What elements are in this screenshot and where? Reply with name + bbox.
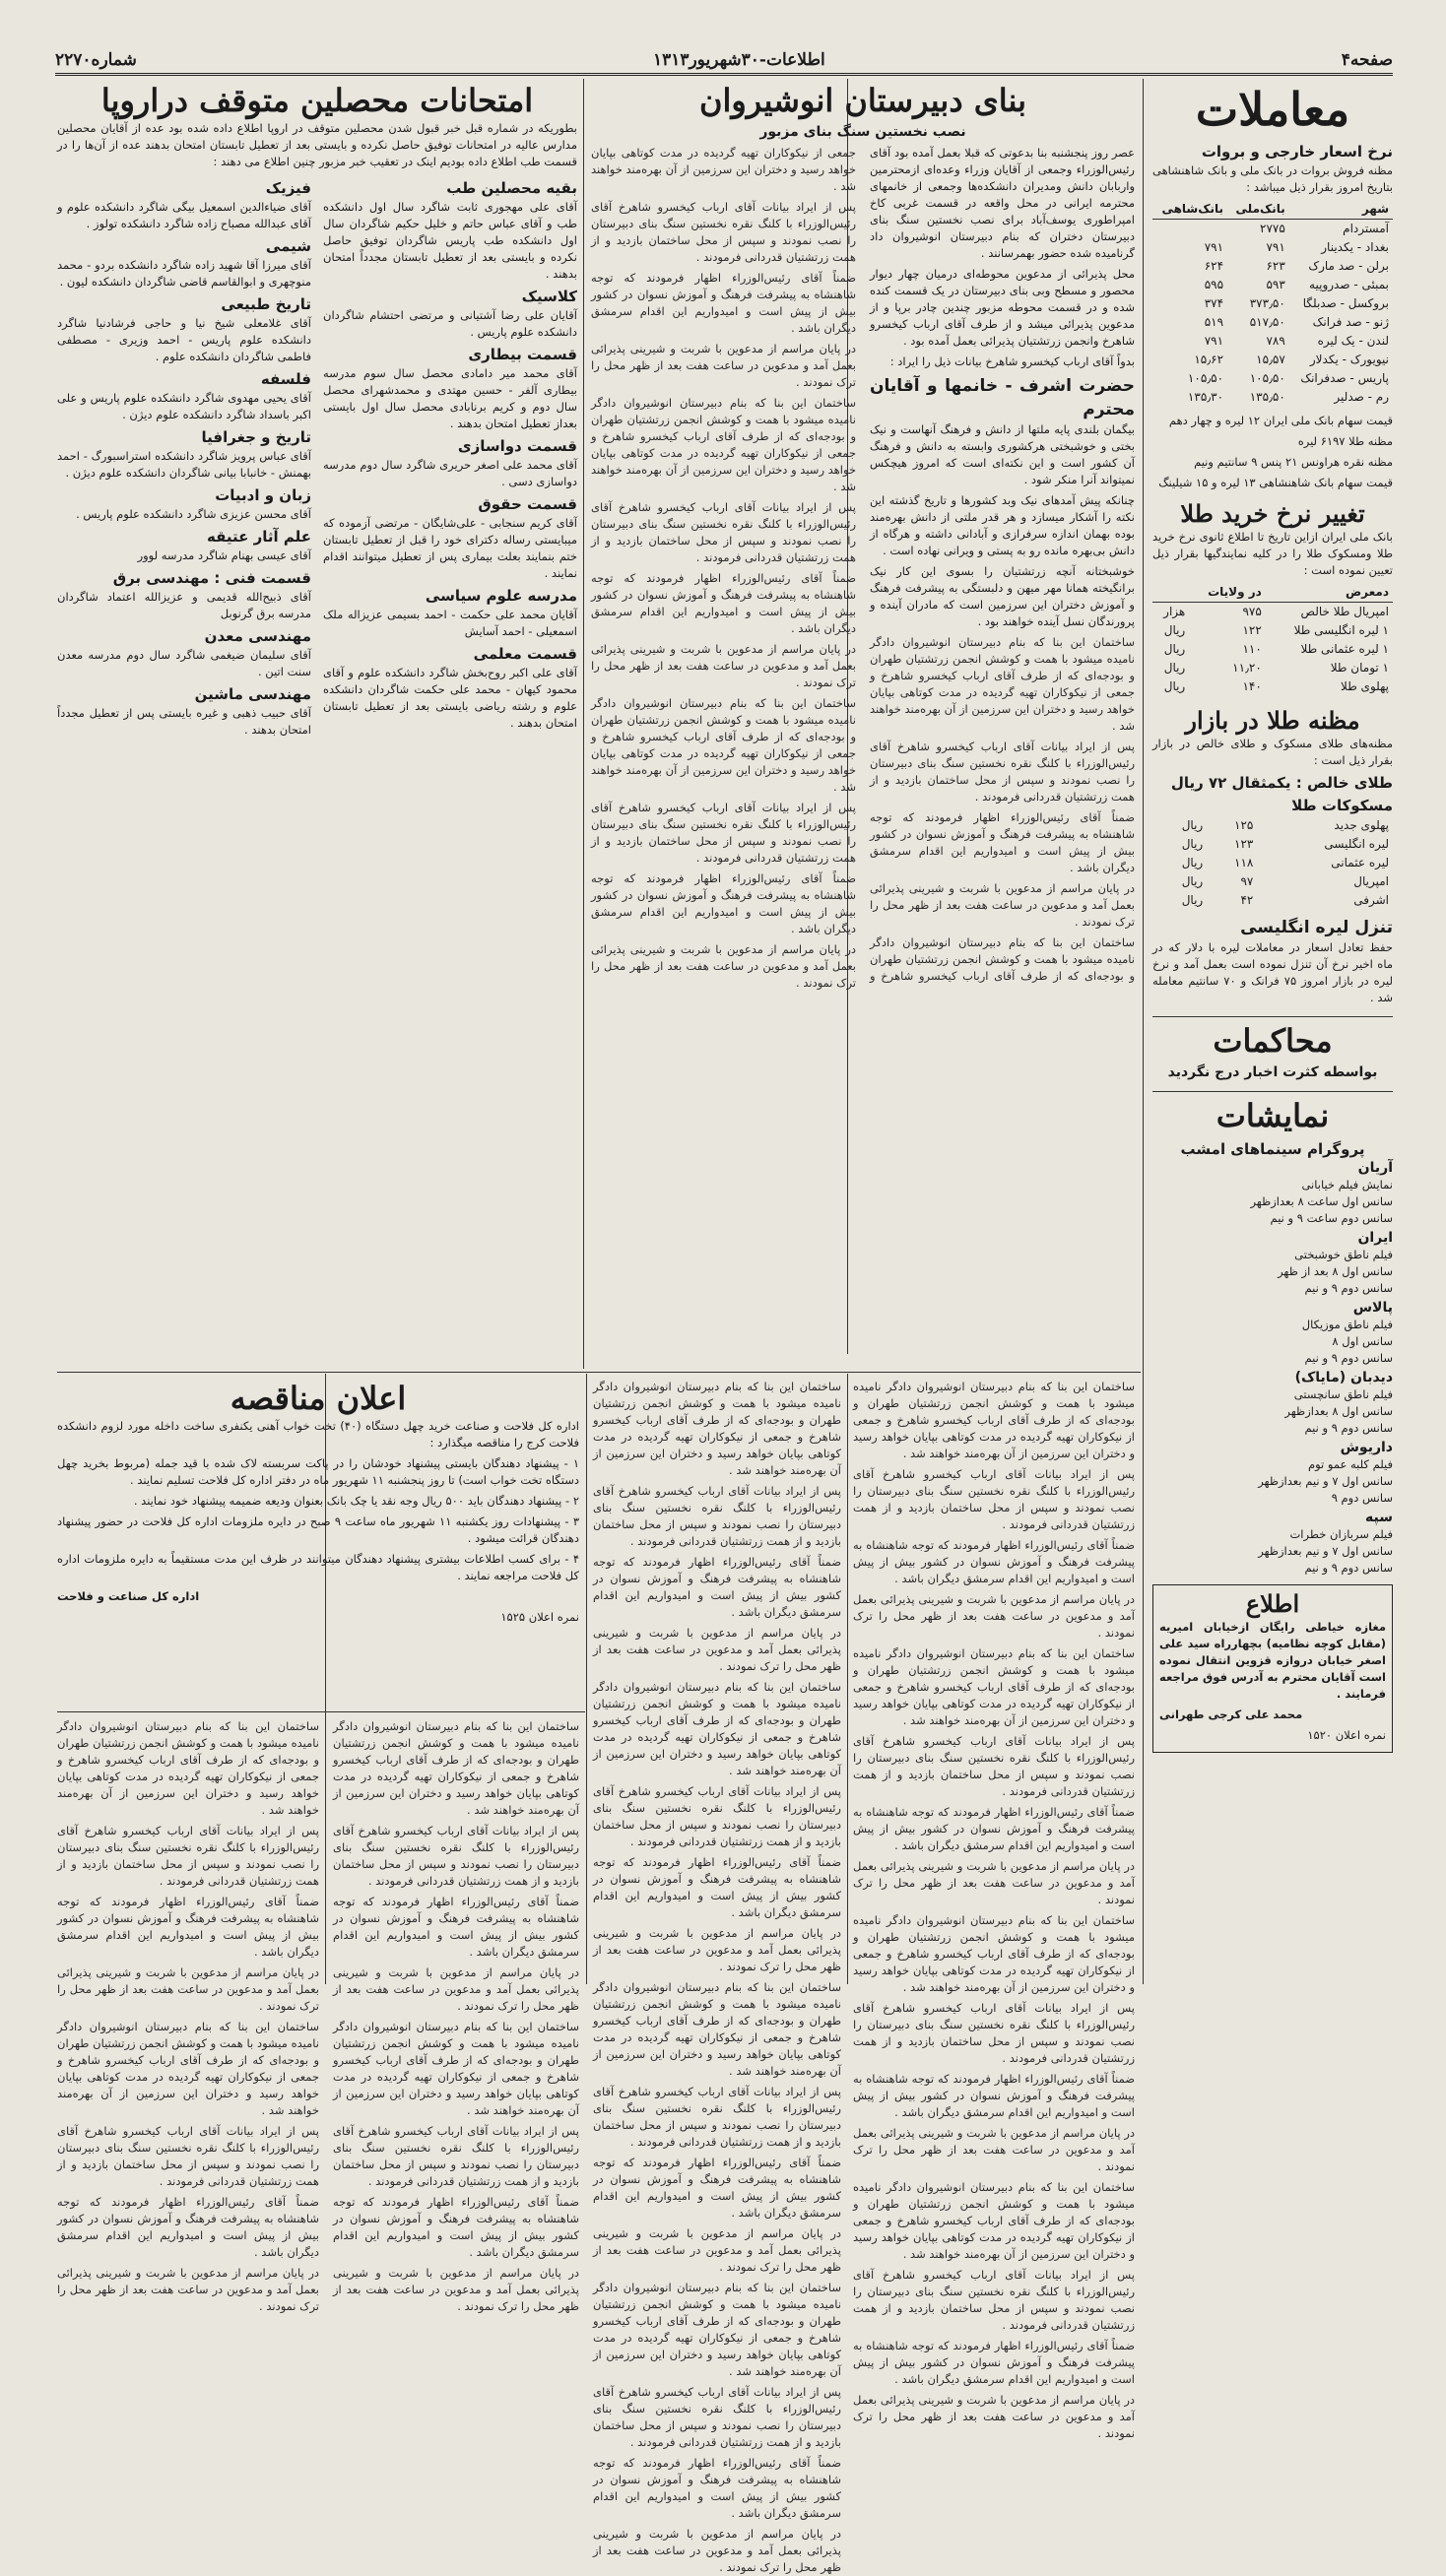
body-paragraph: ضمناً آقای رئیس‌الوزراء اظهار فرمودند که توجه شاهنشاه به پیشرفت فرهنگ و آموزش نسوان در کشور بیش از پیش است و امیدواریم این اقدام سرمشق دیگران باشد .: [57, 2195, 319, 2259]
bazaar-row: [1152, 854, 1393, 872]
body-paragraph: ساختمان این بنا که بنام دبیرستان انوشیروان دادگر نامیده میشود با همت و کوشش انجمن زرتشتیان طهران و بودجه‌ای که از طرف آقای ارباب کیخسرو شاهرخ و جمعی از نیکوکاران تهیه گردیده در مدت کوتاهی بپایان خواهد رسید و دختران این سرزمین از آن بهره‌مند خواهند شد .: [333, 1719, 579, 1817]
rate-cell: ۲۷۷۵: [1260, 222, 1285, 235]
bazaar-row: [1152, 872, 1393, 891]
monaqese-item: ۲ - پیشنهاد دهندگان باید ۵۰۰ ریال وجه نقد یا چک بانک بعنوان ودیعه ضمیمه پیشنهاد خود نمایند .: [133, 1494, 579, 1508]
body-paragraph: ساختمان این بنا که بنام دبیرستان انوشیروان دادگر نامیده میشود با همت و کوشش انجمن زرتشتیان طهران و بودجه‌ای که از طرف آقای ارباب کیخسرو شاهرخ و جمعی از نیکوکاران تهیه گردیده در مدت کوتاهی بپایان خواهد رسید و دختران این سرزمین از آن بهره‌مند خواهند شد .: [591, 146, 1135, 983]
gold-rate-table: [1152, 583, 1393, 696]
rate-row: [1152, 238, 1393, 257]
bazaar-cell: ۹۷: [1240, 874, 1254, 888]
body-paragraph: ساختمان این بنا که بنام دبیرستان انوشیروان دادگر نامیده میشود با همت و کوشش انجمن زرتشتیان طهران و بودجه‌ای که از طرف آقای ارباب کیخسرو شاهرخ و جمعی از نیکوکاران تهیه گردیده در مدت کوتاهی بپایان خواهد رسید و دختران این سرزمین از آن بهره‌مند خواهند شد .: [333, 2020, 579, 2117]
muamelat-column: [1152, 81, 1393, 1981]
body-paragraph: در پایان مراسم از مدعوین با شربت و شیرینی پذیرائی بعمل آمد و مدعوین در ساعت هفت بعد از ظهر محل را ترک نمودند .: [591, 942, 856, 990]
body-paragraph: در پایان مراسم از مدعوین با شربت و شیرینی پذیرائی بعمل آمد و مدعوین در ساعت هفت بعد از ظهر محل را ترک نمودند .: [870, 881, 1135, 929]
rate-cell: ۱۰۵٫۵۰: [1249, 371, 1285, 385]
body-paragraph: ضمناً آقای رئیس‌الوزراء اظهار فرمودند که توجه شاهنشاه به پیشرفت فرهنگ و آموزش نسوان در کشور بیش از پیش است و امیدواریم این اقدام سرمشق دیگران باشد .: [591, 271, 856, 335]
bottom-text-col-2: [593, 1379, 841, 2574]
muhakemat-title: محاکمات: [1213, 1022, 1333, 1060]
gold-row: [1152, 677, 1393, 696]
rate-cell: رم - صدلیر: [1334, 390, 1389, 404]
rate-row: [1152, 257, 1393, 276]
body-paragraph: در پایان مراسم از مدعوین با شربت و شیرینی پذیرائی بعمل آمد و مدعوین در ساعت هفت بعد از ظهر محل را ترک نمودند .: [333, 1965, 579, 2013]
exam-section-text: آقای محسن عزیزی شاگرد دانشکده علوم پاریس .: [76, 507, 311, 521]
body-paragraph: ساختمان این بنا که بنام دبیرستان انوشیروان دادگر نامیده میشود با همت و کوشش انجمن زرتشتیان طهران و بودجه‌ای که از طرف آقای ارباب کیخسرو شاهرخ و جمعی از نیکوکاران تهیه گردیده در مدت کوتاهی بپایان خواهد رسید و دختران این سرزمین از آن بهره‌مند خواهند شد .: [57, 2020, 319, 2117]
gold-cell: ۱۱٫۲۰: [1232, 661, 1262, 675]
body-paragraph: ضمناً آقای رئیس‌الوزراء اظهار فرمودند که توجه شاهنشاه به پیشرفت فرهنگ و آموزش نسوان در کشور بیش از پیش است و امیدواریم این اقدام سرمشق دیگران باشد .: [593, 2156, 841, 2220]
rate-cell: ۶۲۳: [1266, 259, 1285, 273]
exam-section-text: آقایان علی رضا آشتیانی و مرتضی احتشام شاگردان دانشکده علوم پاریس .: [323, 308, 577, 339]
cinema-film: فیلم سربازان خطرات: [1289, 1527, 1393, 1541]
rate-row: [1152, 276, 1393, 294]
gold-cell: ریال: [1163, 623, 1186, 637]
rate-cell: ۵۹۵: [1204, 278, 1224, 291]
exam-section-heading: قسمت حقوق: [478, 495, 577, 513]
cinema-name: داریوش: [1340, 1440, 1393, 1455]
body-paragraph: ساختمان این بنا که بنام دبیرستان انوشیروان دادگر نامیده میشود با همت و کوشش انجمن زرتشتیان طهران و بودجه‌ای که از طرف آقای ارباب کیخسرو شاهرخ و جمعی از نیکوکاران تهیه گردیده در مدت کوتاهی بپایان خواهد رسید و دختران این سرزمین از آن بهره‌مند خواهند شد .: [57, 1719, 319, 1817]
gold-cell: پهلوی طلا: [1341, 679, 1389, 693]
anushirvan-article: [591, 81, 1135, 1366]
exam-section-heading: تاریخ طبیعی: [221, 295, 311, 313]
exam-section-heading: قسمت دواسازی: [457, 437, 577, 455]
rate-row: [1152, 351, 1393, 369]
cinema-show-2: سانس دوم ۹ و نیم: [1304, 1281, 1393, 1295]
bazaar-cell: لیره عثمانی: [1331, 856, 1389, 869]
body-paragraph: پس از ایراد بیانات آقای ارباب کیخسرو شاهرخ آقای رئیس‌الوزراء با کلنگ نقره نخستین سنگ بنای دبیرستان را نصب نمودند و سپس از محل ساختمان بازدید و از همت زرتشتیان قدردانی فرمودند .: [591, 200, 856, 264]
bazaar-cell: ۱۱۸: [1234, 856, 1254, 869]
anushirvan-subtitle: نصب نخستین سنگ بنای مزبور: [759, 124, 966, 140]
rates-note-4: قیمت سهام بانک شاهنشاهی ۱۳ لیره و ۱۵ شیلینگ: [1158, 476, 1393, 489]
body-paragraph: پس از ایراد بیانات آقای ارباب کیخسرو شاهرخ آقای رئیس‌الوزراء با کلنگ نقره نخستین سنگ بنای دبیرستان را نصب نمودند و سپس از محل ساختمان بازدید و از همت زرتشتیان قدردانی فرمودند .: [593, 1484, 841, 1548]
gold-cell: ریال: [1163, 661, 1186, 675]
exam-section-heading: فلسفه: [260, 370, 311, 388]
emtehanat-article: [57, 81, 577, 1366]
body-paragraph: ضمناً آقای رئیس‌الوزراء اظهار فرمودند که توجه شاهنشاه به پیشرفت فرهنگ و آموزش نسوان در کشور بیش از پیش است و امیدواریم این اقدام سرمشق دیگران باشد .: [591, 871, 856, 935]
monaqese-title: اعلان مناقصه: [230, 1380, 407, 1417]
rates-heading: نرخ اسعار خارجی و بروات: [1201, 143, 1393, 161]
gold-cell: هزار: [1163, 605, 1186, 618]
rates-table: [1152, 200, 1393, 407]
cinema-program-heading: پروگرام سینماهای امشب: [1180, 1140, 1365, 1158]
issue-number: شماره۲۲۷۰: [55, 50, 137, 70]
exam-section-text: آقای محمد علی اصغر حریری شاگرد سال دوم مدرسه دواسازی دسی .: [323, 458, 577, 488]
rate-cell: لندن - یک لیره: [1317, 334, 1389, 348]
cinema-show-1: سانس اول ساعت ۸ بعدازظهر: [1250, 1194, 1393, 1208]
cinema-show-1: سانس اول ۸ بعد از ظهر: [1278, 1264, 1393, 1278]
rate-cell: ۱۵٫۵۷: [1256, 353, 1285, 366]
cinema-show-1: سانس اول ۸: [1332, 1334, 1393, 1348]
bottom-text-col-3: [333, 1718, 579, 2313]
anushirvan-body: [591, 145, 1135, 992]
exam-section-text: آقای غلامعلی شیخ نیا و حاجی فرشادنیا شاگرد دانشکده علوم پاریس - احمد وزیری - مصطفی فاطمی شاگردان دانشکده علوم .: [57, 316, 311, 363]
body-paragraph: پس از ایراد بیانات آقای ارباب کیخسرو شاهرخ آقای رئیس‌الوزراء با کلنگ نقره نخستین سنگ بنای دبیرستان را نصب نمودند و سپس از محل ساختمان بازدید و از همت زرتشتیان قدردانی فرمودند .: [593, 2385, 841, 2449]
cinema-film: فیلم ناطق سانچستی: [1293, 1387, 1393, 1401]
bazaar-intro: مظنه‌های طلای مسکوک و طلای خالص در بازار بقرار ذیل است :: [1152, 737, 1393, 767]
exam-section-heading: بقیه محصلین طب: [446, 179, 577, 197]
muamelat-title: معاملات: [1195, 83, 1350, 136]
rate-cell: بروکسل - صدبلگا: [1302, 296, 1389, 310]
rate-cell: ۵۹۳: [1266, 278, 1285, 291]
gold-cell: ۱ تومان طلا: [1330, 661, 1389, 675]
address-para: چنانکه پیش آمدهای نیک وبد کشورها و تاریخ گذشته این نکته را آشکار میسازد و هر قدر ملتی از دانش بهره‌مند بوده بهمان اندازه سرفرازی و آبادانی داشته و هرگاه از دانش بی‌بهره مانده رو به پستی و ویرانی نهاده است .: [870, 493, 1135, 557]
gold-row: [1152, 659, 1393, 677]
cinema-name: آریان: [1357, 1160, 1393, 1176]
rate-cell: ۱۵٫۶۲: [1194, 353, 1224, 366]
page-number: صفحه۴: [1341, 50, 1393, 70]
exam-section-heading: علم آثار عتیقه: [206, 528, 311, 546]
ettela-box: [1152, 1584, 1393, 1753]
cinema-entry: [1152, 1370, 1393, 1437]
anushirvan-para: محل پذیرائی از مدعوین محوطه‌ای درمیان چهار دیوار محصور و مسطح وبی بنای دبیرستان در یک قسمت کنده شده و در قسمت محوطه مزبور چندین چادر برپا و از مدعوین پذیرائی میشد و از طرف آقای ارباب کیخسرو شاهرخ وانجمن زرتشتیان پذیرائی بعمل آمده بود .: [870, 267, 1135, 348]
monaqese-item: ۳ - پیشنهادات روز یکشنبه ۱۱ شهریور ماه ساعت ۹ صبح در دایره ملزومات اداره کل فلاحت در حضور پیشنهاد دهندگان قرائت میشود .: [57, 1514, 579, 1545]
body-paragraph: ساختمان این بنا که بنام دبیرستان انوشیروان دادگر نامیده میشود با همت و کوشش انجمن زرتشتیان طهران و بودجه‌ای که از طرف آقای ارباب کیخسرو شاهرخ و جمعی از نیکوکاران تهیه گردیده در مدت کوتاهی بپایان خواهد رسید و دختران این سرزمین از آن بهره‌مند خواهند شد .: [593, 2281, 841, 2378]
rate-cell: نیویورک - یکدلار: [1309, 353, 1389, 366]
exam-section-heading: مهندسی معدن: [204, 627, 311, 645]
body-paragraph: در پایان مراسم از مدعوین با شربت و شیرینی پذیرائی بعمل آمد و مدعوین در ساعت هفت بعد از ظهر محل را ترک نمودند .: [593, 1626, 841, 1673]
bazaar-table: [1152, 816, 1393, 910]
body-paragraph: ساختمان این بنا که بنام دبیرستان انوشیروان دادگر نامیده میشود با همت و کوشش انجمن زرتشتیان طهران و بودجه‌ای که از طرف آقای ارباب کیخسرو شاهرخ و جمعی از نیکوکاران تهیه گردیده در مدت کوتاهی بپایان خواهد رسید و دختران این سرزمین از آن بهره‌مند خواهند شد .: [591, 696, 856, 794]
cinema-film: فیلم ناطق خوشبختی: [1294, 1248, 1393, 1261]
rate-row: [1152, 332, 1393, 351]
cinema-name: دیدبان (مایاک): [1294, 1370, 1393, 1385]
cinema-entry: [1152, 1230, 1393, 1297]
body-paragraph: ساختمان این بنا که بنام دبیرستان انوشیروان دادگر نامیده میشود با همت و کوشش انجمن زرتشتیان طهران و بودجه‌ای که از طرف آقای ارباب کیخسرو شاهرخ و جمعی از نیکوکاران تهیه گردیده در مدت کوتاهی بپایان خواهد رسید و دختران این سرزمین از آن بهره‌مند خواهند شد .: [591, 396, 856, 493]
exam-section-text: آقای علی اکبر روح‌بخش شاگرد دانشکده علوم و آقای محمود کیهان - محمد علی حکمت شاگردان دانشکده علوم و رشته ریاضی بایستی بعد از تعطیل تابستان امتحان بدهند .: [323, 666, 577, 730]
rate-cell: ۳۷۴: [1204, 296, 1224, 310]
body-paragraph: ضمناً آقای رئیس‌الوزراء اظهار فرمودند که توجه شاهنشاه به پیشرفت فرهنگ و آموزش نسوان در کشور بیش از پیش است و امیدواریم این اقدام سرمشق دیگران باشد .: [853, 2339, 1135, 2386]
rate-cell: ۷۹۱: [1204, 334, 1224, 348]
emtehanat-col-b: [57, 174, 311, 742]
cinema-show-1: سانس اول ۷ و نیم بعدازظهر: [1258, 1474, 1393, 1488]
exam-section-text: آقای محمد میر دامادی محصل سال سوم مدرسه بیطاری آلفر - حسین مهتدی و محمدشهرای محصل سال دوم و کریم برنابادی محصل سال اول بایستی بعداز تعطیل امتحان بدهند .: [323, 366, 577, 430]
body-paragraph: پس از ایراد بیانات آقای ارباب کیخسرو شاهرخ آقای رئیس‌الوزراء با کلنگ نقره نخستین سنگ بنای دبیرستان را نصب نمودند و سپس از محل ساختمان بازدید و از همت زرتشتیان قدردانی فرمودند .: [57, 1824, 319, 1888]
cinema-entry: [1152, 1300, 1393, 1367]
rate-row: [1152, 388, 1393, 407]
body-paragraph: پس از ایراد بیانات آقای ارباب کیخسرو شاهرخ آقای رئیس‌الوزراء با کلنگ نقره نخستین سنگ بنای دبیرستان را نصب نمودند و سپس از محل ساختمان بازدید و از همت زرتشتیان قدردانی فرمودند .: [57, 2124, 319, 2188]
exam-section-text: آقای حبیب ذهبی و غیره بایستی پس از تعطیل مجدداً امتحان بدهند .: [57, 706, 311, 737]
bazaar-cell: ریال: [1181, 874, 1204, 888]
ettela-text: مغازه خیاطی رایگان ازخیابان امیریه (مقابل کوچه نظامیه) بچهارراه سید علی اصغر خیابان دروازه قزوین انتقال نموده است آقایان محترم به آدرس فوق مراجعه فرمایند .: [1159, 1620, 1386, 1701]
monaqese-item: ۱ - پیشنهاد دهندگان بایستی پیشنهاد خودشان را در پاکت سربسته لاک شده با قید جمله (مربوط بخرید چهل دستگاه تخت خواب است) تا روز پنجشنبه ۱۱ شهریور ماه در دفتر اداره کل فلاحت تسلیم نمایند .: [57, 1456, 579, 1487]
rate-cell: آمستردام: [1343, 222, 1389, 235]
gold-cell: ریال: [1163, 679, 1186, 693]
rates-intro: مظنه فروش بروات در بانک ملی و بانک شاهنشاهی بتاریخ امروز بقرار ذیل میباشد :: [1152, 163, 1393, 194]
body-paragraph: پس از ایراد بیانات آقای ارباب کیخسرو شاهرخ آقای رئیس‌الوزراء با کلنگ نقره نخستین سنگ بنای دبیرستان را نصب نمودند و سپس از محل ساختمان بازدید و از همت زرتشتیان قدردانی فرمودند .: [591, 801, 856, 865]
exam-section-heading: شیمی: [265, 237, 311, 255]
bazaar-cell: ۱۲۳: [1234, 837, 1254, 851]
body-paragraph: ضمناً آقای رئیس‌الوزراء اظهار فرمودند که توجه شاهنشاه به پیشرفت فرهنگ و آموزش نسوان در کشور بیش از پیش است و امیدواریم این اقدام سرمشق دیگران باشد .: [591, 571, 856, 635]
gold-cell: ریال: [1163, 642, 1186, 656]
body-paragraph: پس از ایراد بیانات آقای ارباب کیخسرو شاهرخ آقای رئیس‌الوزراء با کلنگ نقره نخستین سنگ بنای دبیرستان را نصب نمودند و سپس از محل ساختمان بازدید و از همت زرتشتیان قدردانی فرمودند .: [853, 2268, 1135, 2332]
body-paragraph: ضمناً آقای رئیس‌الوزراء اظهار فرمودند که توجه شاهنشاه به پیشرفت فرهنگ و آموزش نسوان در کشور بیش از پیش است و امیدواریم این اقدام سرمشق دیگران باشد .: [870, 810, 1135, 874]
cinema-show-2: سانس دوم ساعت ۹ و نیم: [1270, 1211, 1393, 1225]
ettela-ad-number: نمره اعلان ۱۵۲۰: [1307, 1728, 1386, 1742]
rates-note-2: مظنه طلا ۶۱۹۷ لیره: [1297, 434, 1393, 448]
bottom-text-col-1: [853, 1379, 1135, 2440]
bazaar-gold-title: مظنه طلا در بازار: [1185, 706, 1360, 735]
body-paragraph: ضمناً آقای رئیس‌الوزراء اظهار فرمودند که توجه شاهنشاه به پیشرفت فرهنگ و آموزش نسوان در کشور بیش از پیش است و امیدواریم این اقدام سرمشق دیگران باشد .: [853, 1805, 1135, 1852]
cinema-name: سپه: [1365, 1510, 1393, 1525]
bazaar-khales: طلای خالص : یکمثقال ۷۲ ریال: [1170, 774, 1393, 792]
rate-cell: ۷۹۱: [1266, 240, 1285, 254]
rate-cell: ۷۹۱: [1204, 240, 1224, 254]
cinema-entry: [1152, 1510, 1393, 1577]
pound-title: تنزل لیره انگلیسی: [1240, 918, 1393, 937]
exam-section-text: آقای یحیی مهدوی شاگرد دانشکده علوم پاریس و علی اکبر باسداد شاگرد دانشکده علوم دیژن .: [57, 391, 311, 421]
body-paragraph: در پایان مراسم از مدعوین با شربت و شیرینی پذیرائی بعمل آمد و مدعوین در ساعت هفت بعد از ظهر محل را ترک نمودند .: [57, 2266, 319, 2313]
address-para: بیگمان بلندی پایه ملتها از دانش و فرهنگ آنهاست و نیک بختی و خوشبختی هرکشوری وابسته به دانش و فرهنگ آن کشور است و این نکته‌ای است که امروز هیچکس نمیتواند آنرا منکر شود .: [870, 422, 1135, 486]
cinema-film: نمایش فیلم خیابانی: [1301, 1178, 1393, 1191]
bazaar-cell: ۴۲: [1240, 893, 1254, 907]
muhakemat-note: بواسطه کثرت اخبار درج نگردید: [1167, 1064, 1378, 1080]
rate-cell: بغداد - یکدینار: [1321, 240, 1389, 254]
cinema-name: ایران: [1357, 1230, 1393, 1246]
rate-cell: ژنو - صد فرانک: [1312, 315, 1389, 329]
exam-section-heading: مهندسی ماشین: [194, 685, 311, 703]
gold-row: [1152, 640, 1393, 659]
body-paragraph: پس از ایراد بیانات آقای ارباب کیخسرو شاهرخ آقای رئیس‌الوزراء با کلنگ نقره نخستین سنگ بنای دبیرستان را نصب نمودند و سپس از محل ساختمان بازدید و از همت زرتشتیان قدردانی فرمودند .: [853, 2001, 1135, 2065]
rate-cell: برلن - صد مارک: [1308, 259, 1389, 273]
gold-row: [1152, 603, 1393, 622]
anushirvan-para: عصر روز پنجشنبه بنا بدعوتی که قبلا بعمل آمده بود آقای رئیس‌الوزراء وجمعی از آقایان وزراء وعده‌ای ازمحترمین واربابان دانش ومدیران دانشکده‌ها وجمعی از خانمهای محترمه ایرانی در محل واقعه در قسمت غربی کاخ امپراطوری یوسف‌آباد برای نصب نخستین سنگ بنای دبیرستان دختران که بنام دبیرستان انوشیروان داد گرنامیده شده حضور بهمرسانند .: [870, 146, 1135, 260]
cinema-show-2: سانس دوم ۹ و نیم: [1304, 1561, 1393, 1575]
cinema-show-1: سانس اول ۷ و نیم بعدازظهر: [1258, 1544, 1393, 1558]
body-paragraph: ساختمان این بنا که بنام دبیرستان انوشیروان دادگر نامیده میشود با همت و کوشش انجمن زرتشتیان طهران و بودجه‌ای که از طرف آقای ارباب کیخسرو شاهرخ و جمعی از نیکوکاران تهیه گردیده در مدت کوتاهی بپایان خواهد رسید و دختران این سرزمین از آن بهره‌مند خواهند شد .: [593, 1680, 841, 1777]
gold-rate-intro: بانک ملی ایران ازاین تاریخ تا اطلاع ثانوی نرخ خرید طلا ومسکوک طلا را در کلیه نمایندگیها بقرار ذیل تعیین نموده است :: [1152, 530, 1393, 577]
rate-cell: ۱۳۵٫۳۰: [1187, 390, 1224, 404]
body-paragraph: پس از ایراد بیانات آقای ارباب کیخسرو شاهرخ آقای رئیس‌الوزراء با کلنگ نقره نخستین سنگ بنای دبیرستان را نصب نمودند و سپس از محل ساختمان بازدید و از همت زرتشتیان قدردانی فرمودند .: [593, 1784, 841, 1848]
bazaar-cell: امپریال: [1353, 874, 1389, 888]
body-paragraph: پس از ایراد بیانات آقای ارباب کیخسرو شاهرخ آقای رئیس‌الوزراء با کلنگ نقره نخستین سنگ بنای دبیرستان را نصب نمودند و سپس از محل ساختمان بازدید و از همت زرتشتیان قدردانی فرمودند .: [853, 1734, 1135, 1798]
rate-cell: ۱۰۵٫۵۰: [1187, 371, 1224, 385]
exam-section-text: آقایان محمد علی حکمت - احمد بسیمی عزیزاله ملک اسمعیلی - احمد آسایش: [323, 608, 577, 638]
rates-note-1: قیمت سهام بانک ملی ایران ۱۲ لیره و چهار دهم: [1168, 414, 1393, 427]
bazaar-cell: ریال: [1181, 856, 1204, 869]
bazaar-cell: لیره انگلیسی: [1324, 837, 1389, 851]
address-heading: حضرت اشرف - خانمها و آقایان محترم: [870, 376, 1135, 419]
gold-row: [1152, 621, 1393, 640]
pound-text: حفظ تعادل اسعار در معاملات لیره با دلار که در ماه اخیر نرخ آن تنزل نموده است بعمل آمد و نرخ لیره در بازار امروز ۷۵ فرانک و ۷۰ سانتیم معامله شد .: [1152, 940, 1393, 1004]
masthead: [55, 47, 1393, 76]
monaqese-item: ۴ - برای کسب اطلاعات بیشتری پیشنهاد دهندگان میتوانند در ظرف این مدت مستقیماً به دایره ملزومات اداره کل فلاحت مراجعه نمایند .: [57, 1552, 579, 1582]
body-paragraph: ساختمان این بنا که بنام دبیرستان انوشیروان دادگر نامیده میشود با همت و کوشش انجمن زرتشتیان طهران و بودجه‌ای که از طرف آقای ارباب کیخسرو شاهرخ و جمعی از نیکوکاران تهیه گردیده در مدت کوتاهی بپایان خواهد رسید و دختران این سرزمین از آن بهره‌مند خواهند شد .: [870, 635, 1135, 733]
rates-head-city: شهر: [1289, 200, 1393, 220]
anushirvan-title: بنای دبیرستان انوشیروان: [698, 82, 1027, 119]
monaqese-signature: اداره کل صناعت و فلاحت: [57, 1589, 200, 1603]
body-paragraph: ساختمان این بنا که بنام دبیرستان انوشیروان دادگر نامیده میشود با همت و کوشش انجمن زرتشتیان طهران و بودجه‌ای که از طرف آقای ارباب کیخسرو شاهرخ و جمعی از نیکوکاران تهیه گردیده در مدت کوتاهی بپایان خواهد رسید و دختران این سرزمین از آن بهره‌مند خواهند شد .: [853, 1646, 1135, 1727]
body-paragraph: ضمناً آقای رئیس‌الوزراء اظهار فرمودند که توجه شاهنشاه به پیشرفت فرهنگ و آموزش نسوان در کشور بیش از پیش است و امیدواریم این اقدام سرمشق دیگران باشد .: [853, 2072, 1135, 2119]
body-paragraph: در پایان مراسم از مدعوین با شربت و شیرینی پذیرائی بعمل آمد و مدعوین در ساعت هفت بعد از ظهر محل را ترک نمودند .: [591, 342, 856, 389]
body-paragraph: ضمناً آقای رئیس‌الوزراء اظهار فرمودند که توجه شاهنشاه به پیشرفت فرهنگ و آموزش نسوان در کشور بیش از پیش است و امیدواریم این اقدام سرمشق دیگران باشد .: [57, 1895, 319, 1959]
rates-head-melli: بانک‌ملی: [1227, 200, 1289, 220]
body-paragraph: در پایان مراسم از مدعوین با شربت و شیرینی پذیرائی بعمل آمد و مدعوین در ساعت هفت بعد از ظهر محل را ترک نمودند .: [593, 2527, 841, 2574]
gold-cell: ۹۷۵: [1242, 605, 1262, 618]
exam-section-heading: تاریخ و جغرافیا: [201, 428, 311, 446]
cinema-film: فیلم کلبه عمو توم: [1307, 1457, 1393, 1471]
cinema-film: فیلم ناطق موزیکال: [1301, 1318, 1393, 1331]
monaqese-ad-number: نمره اعلان ۱۵۲۵: [500, 1610, 579, 1624]
body-paragraph: ضمناً آقای رئیس‌الوزراء اظهار فرمودند که توجه شاهنشاه به پیشرفت فرهنگ و آموزش نسوان در کشور بیش از پیش است و امیدواریم این اقدام سرمشق دیگران باشد .: [593, 1855, 841, 1919]
gold-head-1: دمعرض: [1266, 583, 1393, 603]
rate-cell: ۱۳۵٫۵۰: [1249, 390, 1285, 404]
body-paragraph: پس از ایراد بیانات آقای ارباب کیخسرو شاهرخ آقای رئیس‌الوزراء با کلنگ نقره نخستین سنگ بنای دبیرستان را نصب نمودند و سپس از محل ساختمان بازدید و از همت زرتشتیان قدردانی فرمودند .: [870, 740, 1135, 804]
rate-cell: ۳۷۳٫۵۰: [1249, 296, 1285, 310]
emtehanat-col-a: [323, 174, 577, 742]
rate-cell: ۶۲۴: [1204, 259, 1224, 273]
body-paragraph: ساختمان این بنا که بنام دبیرستان انوشیروان دادگر نامیده میشود با همت و کوشش انجمن زرتشتیان طهران و بودجه‌ای که از طرف آقای ارباب کیخسرو شاهرخ و جمعی از نیکوکاران تهیه گردیده در مدت کوتاهی بپایان خواهد رسید و دختران این سرزمین از آن بهره‌مند خواهند شد .: [853, 2180, 1135, 2261]
rates-note-3: مظنه نقره هراونس ۲۱ پنس ۹ سانتیم ونیم: [1194, 455, 1393, 469]
body-paragraph: ضمناً آقای رئیس‌الوزراء اظهار فرمودند که توجه شاهنشاه به پیشرفت فرهنگ و آموزش نسوان در کشور بیش از پیش است و امیدواریم این اقدام سرمشق دیگران باشد .: [593, 1555, 841, 1619]
rate-cell: ۵۱۹: [1204, 315, 1224, 329]
body-paragraph: ساختمان این بنا که بنام دبیرستان انوشیروان دادگر نامیده میشود با همت و کوشش انجمن زرتشتیان طهران و بودجه‌ای که از طرف آقای ارباب کیخسرو شاهرخ و جمعی از نیکوکاران تهیه گردیده در مدت کوتاهی بپایان خواهد رسید و دختران این سرزمین از آن بهره‌مند خواهند شد .: [593, 1380, 841, 1477]
body-paragraph: ضمناً آقای رئیس‌الوزراء اظهار فرمودند که توجه شاهنشاه به پیشرفت فرهنگ و آموزش نسوان در کشور بیش از پیش است و امیدواریم این اقدام سرمشق دیگران باشد .: [333, 1895, 579, 1959]
body-paragraph: در پایان مراسم از مدعوین با شربت و شیرینی پذیرائی بعمل آمد و مدعوین در ساعت هفت بعد از ظهر محل را ترک نمودند .: [853, 2393, 1135, 2440]
bazaar-cell: اشرفی: [1353, 893, 1389, 907]
gold-cell: امپریال طلا خالص: [1300, 605, 1389, 618]
rate-row: [1152, 294, 1393, 313]
rates-head-shahi: بانک‌شاهی: [1152, 200, 1227, 220]
gold-head-2: در ولایات: [1189, 583, 1266, 603]
body-paragraph: در پایان مراسم از مدعوین با شربت و شیرینی پذیرائی بعمل آمد و مدعوین در ساعت هفت بعد از ظهر محل را ترک نمودند .: [853, 2126, 1135, 2173]
body-paragraph: ساختمان این بنا که بنام دبیرستان انوشیروان دادگر نامیده میشود با همت و کوشش انجمن زرتشتیان طهران و بودجه‌ای که از طرف آقای ارباب کیخسرو شاهرخ و جمعی از نیکوکاران تهیه گردیده در مدت کوتاهی بپایان خواهد رسید و دختران این سرزمین از آن بهره‌مند خواهند شد .: [853, 1380, 1135, 1460]
exam-section-text: آقای ذبیح‌الله قدیمی و عزیزالله اعتماد شاگردان مدرسه برق گرنوبل: [57, 590, 311, 620]
exam-section-text: آقای علی مهجوری ثابت شاگرد سال اول دانشکده طب و آقای عباس حاتم و خلیل حکیم شاگردان سال اول دانشکده طب پاریس شاگردان توفیق حاصل نکرده و بایستی بعد از تعطیل تابستان مجدداً امتحان بدهند .: [323, 200, 577, 281]
body-paragraph: پس از ایراد بیانات آقای ارباب کیخسرو شاهرخ آقای رئیس‌الوزراء با کلنگ نقره نخستین سنگ بنای دبیرستان را نصب نمودند و سپس از محل ساختمان بازدید و از همت زرتشتیان قدردانی فرمودند .: [333, 1824, 579, 1888]
cinema-name: پالاس: [1352, 1300, 1393, 1316]
bazaar-cell: ریال: [1181, 818, 1204, 832]
cinema-show-2: سانس دوم ۹ و نیم: [1304, 1421, 1393, 1435]
rate-cell: ۷۸۹: [1266, 334, 1285, 348]
gold-cell: ۱ لیره عثمانی طلا: [1300, 642, 1389, 656]
body-paragraph: ضمناً آقای رئیس‌الوزراء اظهار فرمودند که توجه شاهنشاه به پیشرفت فرهنگ و آموزش نسوان در کشور بیش از پیش است و امیدواریم این اقدام سرمشق دیگران باشد .: [333, 2195, 579, 2259]
body-paragraph: ضمناً آقای رئیس‌الوزراء اظهار فرمودند که توجه شاهنشاه به پیشرفت فرهنگ و آموزش نسوان در کشور بیش از پیش است و امیدواریم این اقدام سرمشق دیگران باشد .: [853, 1538, 1135, 1585]
bazaar-row: [1152, 816, 1393, 835]
body-paragraph: پس از ایراد بیانات آقای ارباب کیخسرو شاهرخ آقای رئیس‌الوزراء با کلنگ نقره نخستین سنگ بنای دبیرستان را نصب نمودند و سپس از محل ساختمان بازدید و از همت زرتشتیان قدردانی فرمودند .: [333, 2124, 579, 2188]
rate-row: [1152, 369, 1393, 388]
monaqese-item: اداره کل فلاحت و صناعت خرید چهل دستگاه (۴۰) تخت خواب آهنی یکنفری ساخت داخله مورد لزوم دانشکده فلاحت کرج را مناقصه میگذارد :: [57, 1419, 579, 1449]
cinema-entry: [1152, 1440, 1393, 1507]
exam-section-text: آقای سلیمان ضیغمی شاگرد سال دوم مدرسه معدن سنت اتین .: [57, 648, 311, 678]
exam-section-heading: فیزیک: [265, 179, 311, 197]
body-paragraph: در پایان مراسم از مدعوین با شربت و شیرینی پذیرائی بعمل آمد و مدعوین در ساعت هفت بعد از ظهر محل را ترک نمودند .: [853, 1859, 1135, 1906]
body-paragraph: در پایان مراسم از مدعوین با شربت و شیرینی پذیرائی بعمل آمد و مدعوین در ساعت هفت بعد از ظهر محل را ترک نمودند .: [593, 2226, 841, 2274]
rate-cell: بمبئی - صدروپیه: [1309, 278, 1389, 291]
rate-cell: پاریس - صدفرانک: [1300, 371, 1389, 385]
body-paragraph: در پایان مراسم از مدعوین با شربت و شیرینی پذیرائی بعمل آمد و مدعوین در ساعت هفت بعد از ظهر محل را ترک نمودند .: [593, 1926, 841, 1973]
ettela-signature: محمد علی کرجی طهرانی: [1159, 1707, 1303, 1721]
body-paragraph: در پایان مراسم از مدعوین با شربت و شیرینی پذیرائی بعمل آمد و مدعوین در ساعت هفت بعد از ظهر محل را ترک نمودند .: [853, 1592, 1135, 1640]
bazaar-cell: ریال: [1181, 837, 1204, 851]
exam-section-heading: قسمت فنی : مهندسی برق: [112, 569, 311, 587]
gold-cell: ۱۲۲: [1242, 623, 1262, 637]
gold-cell: ۱ لیره انگلیسی طلا: [1293, 623, 1389, 637]
body-paragraph: ساختمان این بنا که بنام دبیرستان انوشیروان دادگر نامیده میشود با همت و کوشش انجمن زرتشتیان طهران و بودجه‌ای که از طرف آقای ارباب کیخسرو شاهرخ و جمعی از نیکوکاران تهیه گردیده در مدت کوتاهی بپایان خواهد رسید و دختران این سرزمین از آن بهره‌مند خواهند شد .: [593, 1980, 841, 2078]
exam-section-text: آقای کریم سنجابی - علی‌شایگان - مرتضی آزموده که میبایستی رساله دکترای خود را قبل از تعطیل تابستان ختم بنمایند بعلت بیماری پس از تعطیل میتوانند اقدام نمایند .: [323, 516, 577, 580]
body-paragraph: پس از ایراد بیانات آقای ارباب کیخسرو شاهرخ آقای رئیس‌الوزراء با کلنگ نقره نخستین سنگ بنای دبیرستان را نصب نمودند و سپس از محل ساختمان بازدید و از همت زرتشتیان قدردانی فرمودند .: [853, 1467, 1135, 1531]
exam-section-text: آقای میرزا آقا شهید زاده شاگرد دانشکده بردو - محمد منوچهری و ابوالقاسم قاضی شاگردان دانشکده لیون .: [57, 258, 311, 289]
cinema-show-2: سانس دوم ۹: [1331, 1491, 1393, 1505]
gold-rate-title: تغییر نرخ خرید طلا: [1180, 499, 1365, 528]
cinema-show-2: سانس دوم ۹ و نیم: [1304, 1351, 1393, 1365]
anushirvan-para: بدواً آقای ارباب کیخسرو شاهرخ بیانات ذیل را ایراد :: [889, 354, 1135, 368]
exam-section-heading: قسمت معلمی: [473, 645, 577, 663]
body-paragraph: در پایان مراسم از مدعوین با شربت و شیرینی پذیرائی بعمل آمد و مدعوین در ساعت هفت بعد از ظهر محل را ترک نمودند .: [333, 2266, 579, 2313]
exam-section-text: آقای ضیاءالدین اسمعیل بیگی شاگرد دانشکده علوم و آقای عبدالله مصباح زاده شاگرد دانشکده تولوز .: [57, 200, 311, 230]
emtehanat-intro: بطوریکه در شماره قبل خبر قبول شدن محصلین متوقف در اروپا اطلاع داده شده بود عده از آقایان محصلین مدارس عالیه در امتحانات توفیق حاصل نکرده و بایستی بعد از تعطیل تابستان امتحان بدهند عده از آن‌ها را در قسمت طب اطلاع داده بودیم اینک در تعقیب خبر مزبور چنین اطلاع می دهند :: [57, 121, 577, 168]
body-paragraph: ساختمان این بنا که بنام دبیرستان انوشیروان دادگر نامیده میشود با همت و کوشش انجمن زرتشتیان طهران و بودجه‌ای که از طرف آقای ارباب کیخسرو شاهرخ و جمعی از نیکوکاران تهیه گردیده در مدت کوتاهی بپایان خواهد رسید و دختران این سرزمین از آن بهره‌مند خواهند شد .: [853, 1913, 1135, 1994]
exam-section-heading: کلاسیک: [521, 288, 577, 305]
monaqese-notice: [57, 1379, 579, 1704]
bazaar-cell: پهلوی جدید: [1334, 818, 1389, 832]
body-paragraph: پس از ایراد بیانات آقای ارباب کیخسرو شاهرخ آقای رئیس‌الوزراء با کلنگ نقره نخستین سنگ بنای دبیرستان را نصب نمودند و سپس از محل ساختمان بازدید و از همت زرتشتیان قدردانی فرمودند .: [591, 500, 856, 564]
emtehanat-title: امتحانات محصلین متوقف دراروپا: [100, 82, 534, 119]
exam-section-heading: مدرسه علوم سیاسی: [425, 587, 577, 605]
rate-row: [1152, 313, 1393, 332]
namayeshat-title: نمایشات: [1216, 1097, 1330, 1134]
cinema-show-1: سانس اول ۸ بعدازظهر: [1284, 1404, 1393, 1418]
cinema-list: [1152, 1160, 1393, 1577]
exam-section-heading: قسمت بیطاری: [468, 346, 577, 363]
bazaar-cell: ۱۲۵: [1234, 818, 1254, 832]
bazaar-maskuk: مسکوکات طلا: [1291, 797, 1393, 814]
exam-section-text: آقای عیسی بهنام شاگرد مدرسه لوور: [137, 548, 311, 562]
gold-cell: ۱۱۰: [1242, 642, 1262, 656]
bazaar-row: [1152, 891, 1393, 910]
cinema-entry: [1152, 1160, 1393, 1227]
gold-cell: ۱۴۰: [1242, 679, 1262, 693]
bottom-text-col-4: [57, 1718, 319, 2313]
body-paragraph: در پایان مراسم از مدعوین با شربت و شیرینی پذیرائی بعمل آمد و مدعوین در ساعت هفت بعد از ظهر محل را ترک نمودند .: [57, 1965, 319, 2013]
rate-row: [1152, 220, 1393, 239]
exam-section-heading: زبان و ادبیات: [215, 486, 311, 504]
exam-section-text: آقای عباس پرویز شاگرد دانشکده استراسبورگ - احمد بهمنش - خانبابا بیانی شاگردان دانشکده علوم دیژن .: [57, 449, 311, 480]
bazaar-row: [1152, 835, 1393, 854]
body-paragraph: در پایان مراسم از مدعوین با شربت و شیرینی پذیرائی بعمل آمد و مدعوین در ساعت هفت بعد از ظهر محل را ترک نمودند .: [591, 642, 856, 689]
bazaar-cell: ریال: [1181, 893, 1204, 907]
body-paragraph: پس از ایراد بیانات آقای ارباب کیخسرو شاهرخ آقای رئیس‌الوزراء با کلنگ نقره نخستین سنگ بنای دبیرستان را نصب نمودند و سپس از محل ساختمان بازدید و از همت زرتشتیان قدردانی فرمودند .: [593, 2085, 841, 2149]
ettela-title: اطلاع: [1245, 1589, 1300, 1618]
body-paragraph: ضمناً آقای رئیس‌الوزراء اظهار فرمودند که توجه شاهنشاه به پیشرفت فرهنگ و آموزش نسوان در کشور بیش از پیش است و امیدواریم این اقدام سرمشق دیگران باشد .: [593, 2456, 841, 2520]
rate-cell: [1152, 220, 1227, 239]
address-para: خوشبختانه آنچه زرتشتیان را بسوی این کار نیک برانگیخته همانا مهر میهن و دلبستگی به پیشرفت فرهنگ و آموزش دختران این سرزمین است که مادران آینده و پرورندگان نسل آینده خواهند بود .: [870, 564, 1135, 628]
rate-cell: ۵۱۷٫۵۰: [1249, 315, 1285, 329]
paper-name-date: اطلاعات-۳۰شهریور۱۳۱۳: [652, 50, 825, 70]
